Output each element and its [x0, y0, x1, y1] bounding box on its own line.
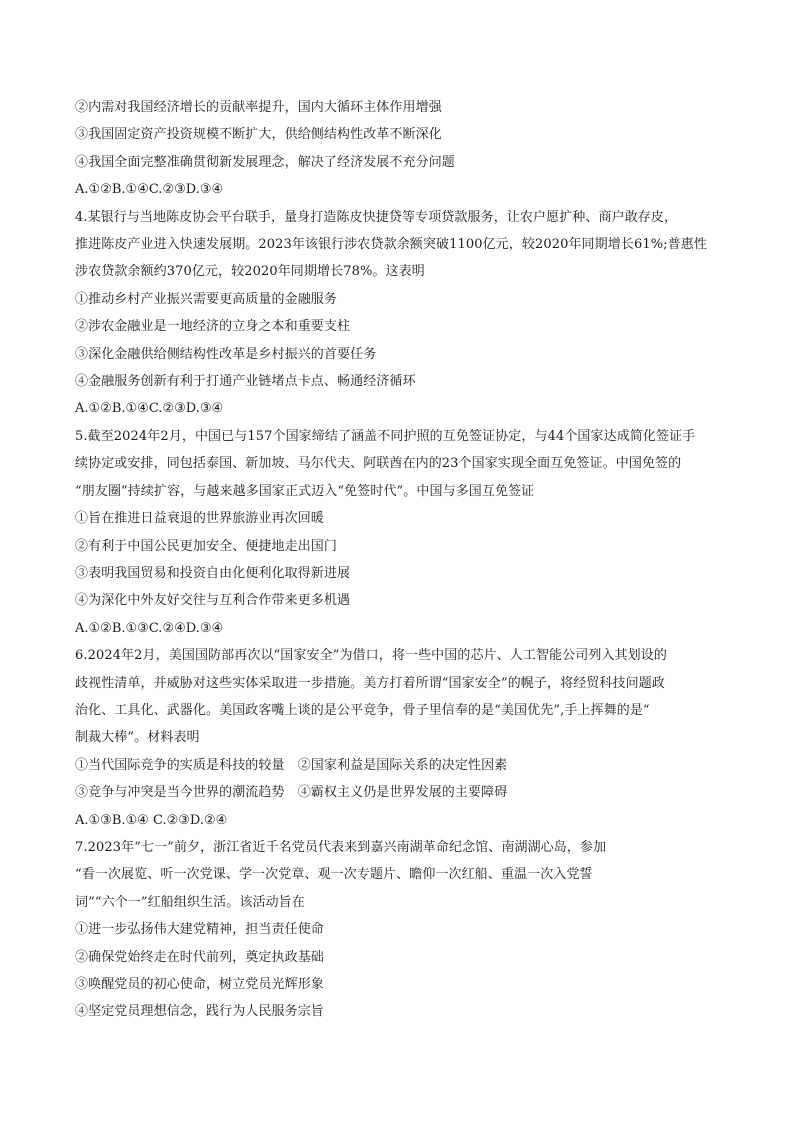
question-7 [75, 834, 734, 1026]
answer-choices: A.①②B.①④C.②③D.③④ [75, 182, 224, 198]
question-stem-line: 5.截至2024年2月，中国已与157个国家缔结了涵盖不同护照的互免签证协定，与44个国家达成简化签证手 [75, 428, 696, 444]
option-line: ②涉农金融业是一地经济的立身之本和重要支柱 [75, 319, 351, 335]
option-line: ①进一步弘扬伟大建党精神，担当责任使命 [75, 922, 324, 938]
question-stem-line: “朋友圈”持续扩容，与越来越多国家正式迈入“免签时代”。中国与多国互免签证 [75, 483, 535, 499]
option-line: ④坚定党员理想信念，践行为人民服务宗旨 [75, 1004, 324, 1020]
option-line: ①当代国际竞争的实质是科技的较量 ②国家利益是国际关系的决定性因素 [75, 757, 508, 773]
answer-choices: A.①③B.①④ C.②③D.②④ [75, 812, 228, 828]
question-stem-line: 涉农贷款余额约370亿元，较2020年同期增长78%。这表明 [75, 264, 425, 280]
question-stem-line: 制裁大棒”。材料表明 [75, 730, 200, 746]
question-4 [75, 204, 734, 423]
question-stem-line: 4.某银行与当地陈皮协会平台联手，量身打造陈皮快捷贷等专项贷款服务，让农户愿扩种、商户敢存皮， [75, 209, 678, 225]
question-stem-line: “看一次展览、听一次党课、学一次党章、观一次专题片、瞻仰一次红船、重温一次入党誓 [75, 867, 593, 883]
question-6 [75, 642, 734, 834]
question-stem-line: 治化、工具化、武器化。美国政客嘴上谈的是公平竞争，骨子里信奉的是“美国优先”,手上挥舞的是“ [75, 702, 650, 718]
option-line: ④为深化中外友好交往与互利合作带来更多机遇 [75, 593, 351, 609]
option-line: ③表明我国贸易和投资自由化便利化取得新进展 [75, 565, 351, 581]
question-stem-line: 7.2023年“七一”前夕，浙江省近千名党员代表来到嘉兴南湖革命纪念馆、南湖湖心岛，参加 [75, 839, 607, 855]
answer-choices: A.①②B.①④C.②③D.③④ [75, 401, 224, 417]
option-line: ①推动乡村产业振兴需要更高质量的金融服务 [75, 291, 338, 307]
option-line: ①旨在推进日益衰退的世界旅游业再次回暖 [75, 511, 324, 527]
option-line: ②内需对我国经济增长的贡献率提升，国内大循环主体作用增强 [75, 100, 442, 115]
question-5 [75, 423, 734, 642]
question-stem-line: 推进陈皮产业进入快速发展期。2023年该银行涉农贷款余额突破1100亿元，较2020年同期增长61%;普惠性 [75, 237, 707, 253]
question-stem-line: 词”“六个一”红船组织生活。该活动旨在 [75, 894, 305, 910]
answer-choices: A.①②B.①③C.②④D.③④ [75, 620, 224, 636]
question-stem-line: 6.2024年2月，美国国防部再次以“国家安全”为借口，将一些中国的芯片、人工智能公司列入其划设的 [75, 648, 667, 664]
question-stem-line: 歧视性清单，并威胁对这些实体采取进一步措施。美方打着所谓“国家安全”的幌子，将经贸科技问题政 [75, 675, 665, 691]
option-line: ②有利于中国公民更加安全、便捷地走出国门 [75, 538, 338, 554]
option-line: ③深化金融供给侧结构性改革是乡村振兴的首要任务 [75, 346, 377, 362]
option-line: ③唤醒党员的初心使命，树立党员光辉形象 [75, 977, 324, 992]
question-3-options [75, 94, 734, 204]
option-line: ④我国全面完整准确贯彻新发展理念，解决了经济发展不充分问题 [75, 154, 455, 170]
option-line: ④金融服务创新有利于打通产业链堵点卡点、畅通经济循环 [75, 374, 416, 390]
question-stem-line: 续协定或安排，同包括泰国、新加坡、马尔代夫、阿联酋在内的23个国家实现全面互免签证。中国免签的 [75, 456, 682, 472]
option-line: ③我国固定资产投资规模不断扩大，供给侧结构性改革不断深化 [75, 127, 442, 143]
option-line: ③竞争与冲突是当今世界的潮流趋势 ④霸权主义仍是世界发展的主要障碍 [75, 785, 508, 801]
option-line: ②确保党始终走在时代前列，奠定执政基础 [75, 949, 324, 965]
